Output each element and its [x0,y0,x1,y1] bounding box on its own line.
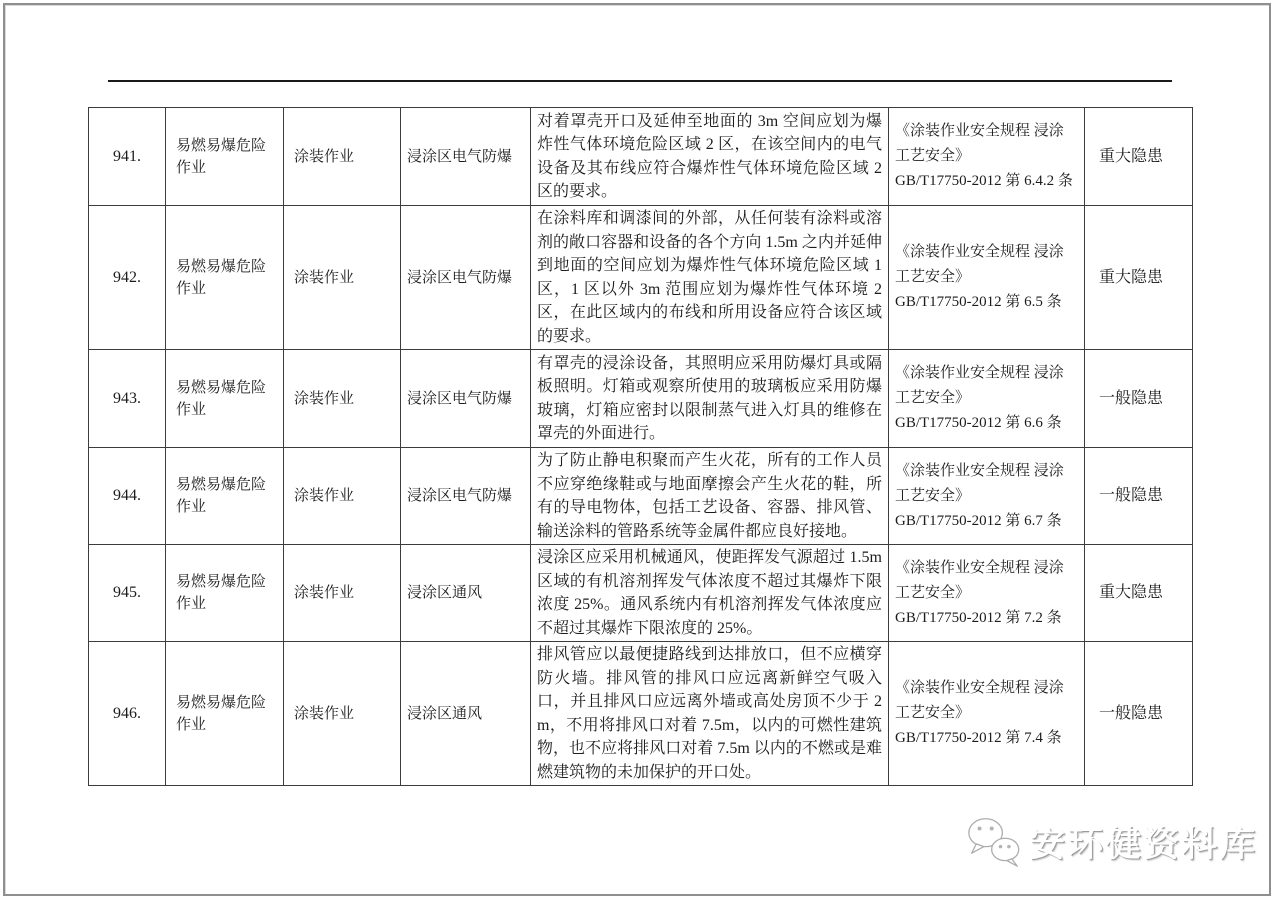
table-row [89,350,1193,448]
subcategory-cell: 浸涂区电气防爆 [401,108,531,206]
reference-clause: GB/T17750-2012 第 6.6 条 [895,415,1062,431]
reference-clause: GB/T17750-2012 第 7.4 条 [895,730,1062,746]
watermark [966,810,1266,874]
subcategory-cell: 浸涂区电气防爆 [401,350,531,448]
reference-title: 《涂装作业安全规程 浸涂工艺安全》 [895,680,1064,721]
header-rule [108,80,1172,82]
reference-cell [889,448,1085,545]
row-number-cell: 942. [89,206,166,350]
reference-cell [889,545,1085,642]
row-number-cell: 944. [89,448,166,545]
table-row [89,642,1193,786]
reference-title: 《涂装作业安全规程 浸涂工艺安全》 [895,462,1064,504]
description-cell: 对着罩壳开口及延伸至地面的 3m 空间应划为爆炸性气体环境危险区域 2 区，在该空间内的电气设备及其布线应符合爆炸性气体环境危险区域 2 区的要求。 [531,108,889,206]
watermark-text: 安环健资料库 [1030,825,1259,864]
subcategory-cell: 浸涂区电气防爆 [401,206,531,350]
row-number-cell: 946. [89,642,166,786]
description-cell: 为了防止静电积聚而产生火花，所有的工作人员不应穿绝缘鞋或与地面摩擦会产生火花的鞋，所有的导电物体，包括工艺设备、容器、排风管、输送涂料的管路系统等金属件都应良好接地。 [531,448,889,545]
hazard-level-cell: 重大隐患 [1085,545,1193,642]
row-number-cell: 945. [89,545,166,642]
reference-cell [889,206,1085,350]
reference-cell [889,108,1085,206]
reference-cell [889,350,1085,448]
category-cell: 易燃易爆危险作业 [166,545,284,642]
wechat-icon [966,815,1022,869]
table-row [89,545,1193,642]
table-row [89,448,1193,545]
category-cell: 易燃易爆危险作业 [166,206,284,350]
description-cell: 排风管应以最便捷路线到达排放口，但不应横穿防火墙。排风管的排风口应远离新鲜空气吸入口，并且排风口应远离外墙或高处房顶不少于 2m，不用将排风口对着 7.5m，以内的可燃性建筑物，也不应将排风口对着 7.5m 以内的不燃或是难燃建筑物的未加保护的开口处。 [531,642,889,786]
subcategory-cell: 浸涂区电气防爆 [401,448,531,545]
hazard-level-cell: 一般隐患 [1085,642,1193,786]
row-number-cell: 941. [89,108,166,206]
operation-cell: 涂装作业 [284,206,401,350]
hazard-level-cell: 重大隐患 [1085,108,1193,206]
category-cell: 易燃易爆危险作业 [166,108,284,206]
reference-clause: GB/T17750-2012 第 7.2 条 [895,609,1062,626]
operation-cell: 涂装作业 [284,350,401,448]
description-cell: 在涂料库和调漆间的外部，从任何装有涂料或溶剂的敞口容器和设备的各个方向 1.5m 之内并延伸到地面的空间应划为爆炸性气体环境危险区域 1 区，1 区以外 3m 范围应划为爆炸性气体环境 2 区，在此区域内的布线和所用设备应符合该区域的要求。 [531,206,889,350]
operation-cell: 涂装作业 [284,545,401,642]
operation-cell: 涂装作业 [284,448,401,545]
table-row [89,108,1193,206]
hazard-level-cell: 一般隐患 [1085,448,1193,545]
row-number-cell: 943. [89,350,166,448]
subcategory-cell: 浸涂区通风 [401,642,531,786]
hazard-table [88,107,1193,786]
hazard-level-cell: 一般隐患 [1085,350,1193,448]
hazard-level-cell: 重大隐患 [1085,206,1193,350]
reference-clause: GB/T17750-2012 第 6.4.2 条 [895,173,1073,189]
reference-clause: GB/T17750-2012 第 6.5 条 [895,294,1062,310]
reference-clause: GB/T17750-2012 第 6.7 条 [895,512,1062,529]
category-cell: 易燃易爆危险作业 [166,350,284,448]
description-cell: 有罩壳的浸涂设备，其照明应采用防爆灯具或隔板照明。灯箱或观察所使用的玻璃板应采用防爆玻璃，灯箱应密封以限制蒸气进入灯具的维修在罩壳的外面进行。 [531,350,889,448]
category-cell: 易燃易爆危险作业 [166,642,284,786]
operation-cell: 涂装作业 [284,108,401,206]
reference-cell [889,642,1085,786]
reference-title: 《涂装作业安全规程 浸涂工艺安全》 [895,559,1064,601]
category-cell: 易燃易爆危险作业 [166,448,284,545]
operation-cell: 涂装作业 [284,642,401,786]
reference-title: 《涂装作业安全规程 浸涂工艺安全》 [895,365,1064,406]
subcategory-cell: 浸涂区通风 [401,545,531,642]
reference-title: 《涂装作业安全规程 浸涂工艺安全》 [895,123,1064,164]
table-row [89,206,1193,350]
description-cell: 浸涂区应采用机械通风，使距挥发气源超过 1.5m 区域的有机溶剂挥发气体浓度不超过其爆炸下限浓度 25%。通风系统内有机溶剂挥发气体浓度应不超过其爆炸下限浓度的 25%。 [531,545,889,642]
reference-title: 《涂装作业安全规程 浸涂工艺安全》 [895,244,1064,285]
